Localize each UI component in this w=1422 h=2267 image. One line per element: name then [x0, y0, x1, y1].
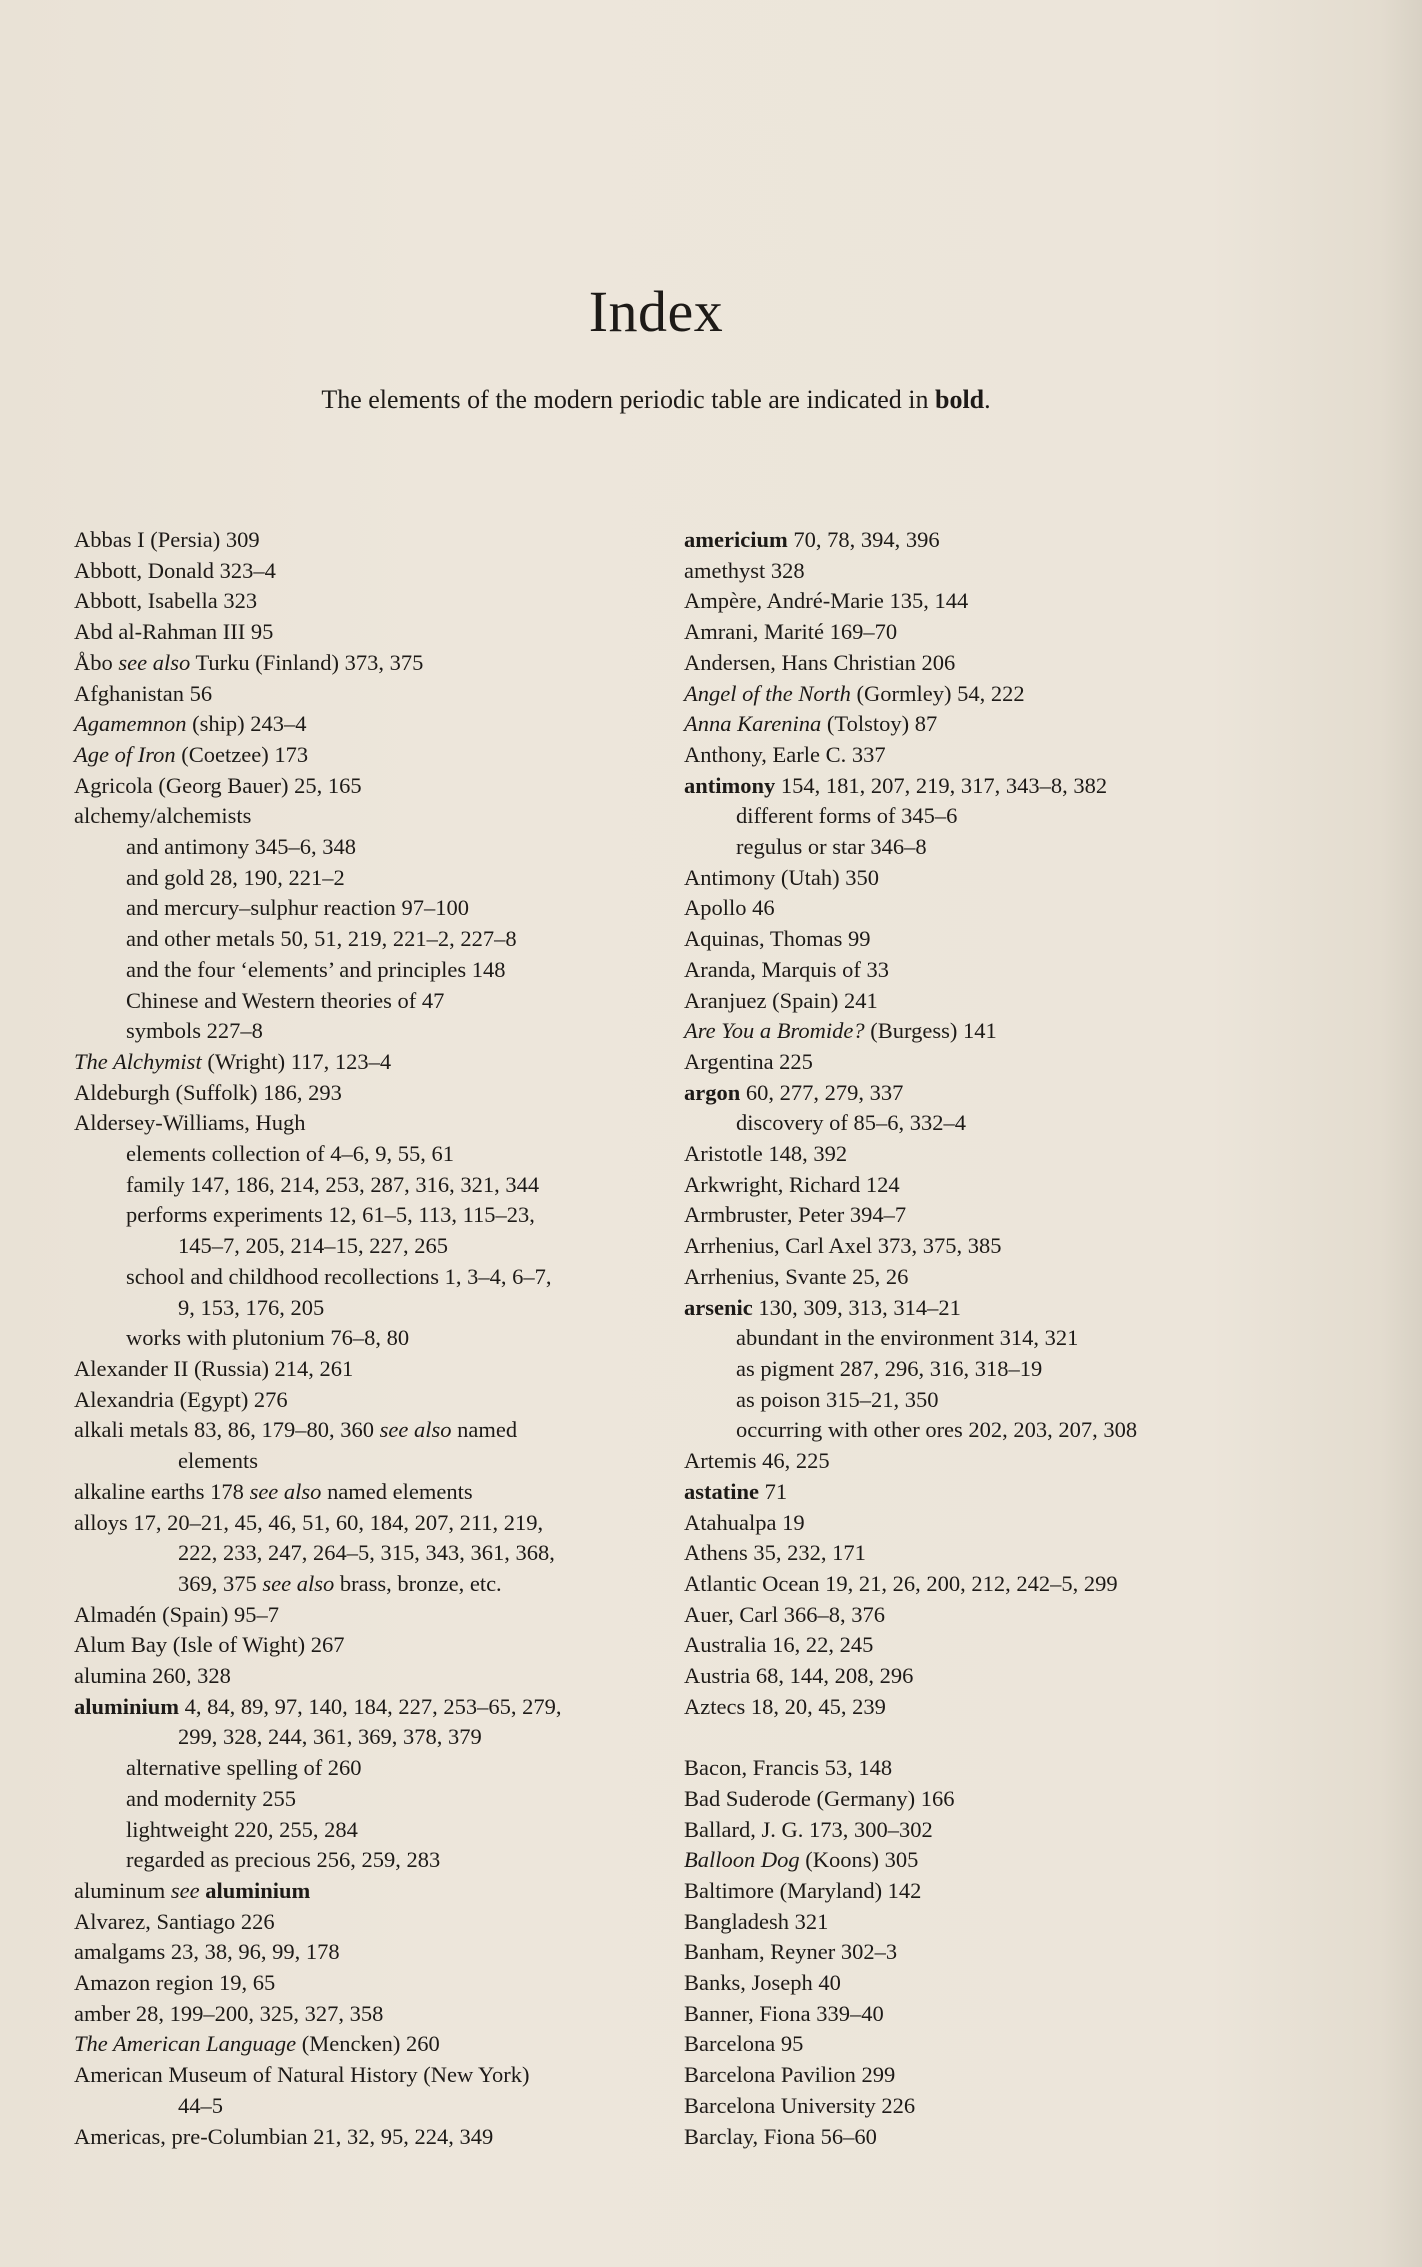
index-entry	[684, 2029, 1284, 2060]
index-entry	[684, 2091, 1284, 2122]
entry-text: works with plutonium 76–8, 80	[126, 1325, 410, 1351]
index-entry	[684, 1231, 1284, 1262]
index-entry	[684, 1845, 1284, 1876]
entry-text: Alum Bay (Isle of Wight) 267	[74, 1632, 345, 1658]
entry-text: Alexandria (Egypt) 276	[74, 1386, 288, 1412]
index-entry	[684, 586, 1284, 617]
index-subentry	[74, 1815, 674, 1846]
index-entry	[74, 525, 674, 556]
entry-text: Antimony (Utah) 350	[684, 864, 879, 890]
entry-text: alkali metals 83, 86, 179–80, 360	[74, 1417, 380, 1443]
entry-text: americium	[684, 527, 788, 552]
index-entry	[684, 1907, 1284, 1938]
entry-text: Australia 16, 22, 245	[684, 1632, 874, 1658]
index-entry	[684, 525, 1284, 556]
index-entry	[684, 924, 1284, 955]
index-entry	[74, 1047, 674, 1078]
entry-text: Banner, Fiona 339–40	[684, 2000, 884, 2026]
index-subentry	[74, 986, 674, 1017]
entry-text: Aquinas, Thomas 99	[684, 926, 871, 952]
entry-text: (ship) 243–4	[186, 711, 307, 737]
entry-text: Barcelona Pavilion 299	[684, 2062, 896, 2088]
index-subentry	[74, 955, 674, 986]
subtitle-bold: bold	[934, 385, 985, 414]
entry-text: alloys 17, 20–21, 45, 46, 51, 60, 184, 207, 211, 219,	[74, 1509, 544, 1535]
entry-text: aluminum	[74, 1877, 171, 1903]
entry-text: Artemis 46, 225	[684, 1448, 830, 1474]
index-subentry	[684, 1415, 1284, 1446]
entry-text: Bangladesh 321	[684, 1908, 829, 1934]
entry-text: see also	[379, 1417, 452, 1443]
index-entry	[684, 1538, 1284, 1569]
index-entry	[684, 1876, 1284, 1907]
index-entry	[74, 1415, 674, 1446]
entry-text: Chinese and Western theories of 47	[126, 987, 445, 1013]
index-entry	[74, 1907, 674, 1938]
index-subentry	[74, 1016, 674, 1047]
index-entry	[684, 1477, 1284, 1508]
entry-text: Aztecs 18, 20, 45, 239	[684, 1693, 886, 1719]
index-entry	[684, 1999, 1284, 2030]
index-subentry	[684, 1323, 1284, 1354]
entry-text: (Koons) 305	[799, 1847, 919, 1873]
entry-text: 9, 153, 176, 205	[178, 1294, 325, 1320]
index-column-right	[684, 525, 1284, 2152]
index-entry	[684, 2060, 1284, 2091]
entry-text: Abbas I (Persia) 309	[74, 527, 260, 552]
entry-text: American Museum of Natural History (New York)	[74, 2062, 530, 2088]
entry-text: 369, 375	[178, 1570, 263, 1596]
entry-text: and mercury–sulphur reaction 97–100	[126, 895, 470, 921]
entry-text: family 147, 186, 214, 253, 287, 316, 321, 344	[126, 1171, 540, 1197]
entry-text: argon	[684, 1079, 741, 1105]
index-entry	[684, 1262, 1284, 1293]
index-entry	[74, 1508, 674, 1539]
index-subentry	[684, 1385, 1284, 1416]
entry-text: regarded as precious 256, 259, 283	[126, 1847, 441, 1873]
index-entry	[684, 1569, 1284, 1600]
index-entry	[684, 1293, 1284, 1324]
index-subentry	[74, 924, 674, 955]
index-entry	[684, 771, 1284, 802]
index-entry	[74, 1108, 674, 1139]
index-entry	[74, 771, 674, 802]
entry-text: Apollo 46	[684, 895, 775, 921]
index-subentry	[74, 1845, 674, 1876]
entry-text: Americas, pre-Columbian 21, 32, 95, 224, 349	[74, 2123, 494, 2149]
index-entry	[684, 955, 1284, 986]
entry-text: Arkwright, Richard 124	[684, 1171, 900, 1197]
index-entry	[74, 1477, 674, 1508]
index-subentry	[74, 832, 674, 863]
letter-gap	[684, 1722, 1284, 1753]
entry-text: elements	[178, 1448, 258, 1474]
index-entry	[74, 1876, 674, 1907]
entry-text: Amazon region 19, 65	[74, 1970, 276, 1996]
index-entry	[684, 1600, 1284, 1631]
index-entry	[684, 1078, 1284, 1109]
entry-text: Aranjuez (Spain) 241	[684, 987, 878, 1013]
index-entry	[684, 1937, 1284, 1968]
index-entry	[74, 1354, 674, 1385]
entry-text: Ampère, André-Marie 135, 144	[684, 588, 969, 614]
index-entry	[684, 1508, 1284, 1539]
entry-text: (Coetzee) 173	[175, 741, 309, 767]
index-entry	[74, 586, 674, 617]
index-subentry	[74, 1753, 674, 1784]
index-entry	[74, 617, 674, 648]
index-entry	[684, 1968, 1284, 1999]
entry-text: amalgams 23, 38, 96, 99, 178	[74, 1939, 340, 1965]
index-entry	[684, 986, 1284, 1017]
entry-text: Anthony, Earle C. 337	[684, 741, 886, 767]
index-entry	[684, 1170, 1284, 1201]
index-entry	[74, 1078, 674, 1109]
entry-text: Banks, Joseph 40	[684, 1970, 841, 1996]
entry-text: 130, 309, 313, 314–21	[752, 1294, 961, 1320]
entry-text: and the four ‘elements’ and principles 148	[126, 956, 506, 982]
entry-text: The American Language	[74, 2031, 297, 2057]
index-entry	[684, 1661, 1284, 1692]
index-entry	[684, 1692, 1284, 1723]
entry-text: Baltimore (Maryland) 142	[684, 1877, 922, 1903]
entry-text: Argentina 225	[684, 1048, 813, 1074]
entry-text: Arrhenius, Svante 25, 26	[684, 1263, 909, 1289]
index-entry	[74, 679, 674, 710]
entry-text: Are You a Bromide?	[684, 1018, 865, 1044]
entry-text: Barclay, Fiona 56–60	[684, 2123, 877, 2149]
entry-text: 44–5	[178, 2092, 223, 2118]
index-column-left	[74, 525, 674, 2152]
entry-text: alternative spelling of 260	[126, 1755, 362, 1781]
entry-text: Bad Suderode (Germany) 166	[684, 1785, 955, 1811]
entry-text: aluminium	[205, 1877, 311, 1903]
entry-text: aluminium	[74, 1693, 180, 1719]
index-entry	[74, 709, 674, 740]
index-entry	[684, 617, 1284, 648]
index-subentry	[74, 1722, 674, 1753]
entry-text: Atahualpa 19	[684, 1509, 805, 1535]
subtitle-period: .	[984, 385, 991, 414]
index-entry	[684, 893, 1284, 924]
entry-text: see also	[249, 1478, 322, 1504]
index-entry	[74, 2029, 674, 2060]
entry-text: see also	[262, 1570, 335, 1596]
index-subentry	[684, 1108, 1284, 1139]
entry-text: Auer, Carl 366–8, 376	[684, 1601, 885, 1627]
entry-text: see also	[118, 649, 191, 675]
entry-text: Athens 35, 232, 171	[684, 1540, 866, 1566]
entry-text: occurring with other ores 202, 203, 207, 308	[736, 1417, 1138, 1443]
index-subentry	[74, 1569, 674, 1600]
index-subentry	[74, 1323, 674, 1354]
entry-text: symbols 227–8	[126, 1018, 263, 1044]
entry-text: and other metals 50, 51, 219, 221–2, 227–8	[126, 926, 517, 952]
entry-text: alchemy/alchemists	[74, 803, 252, 829]
index-entry	[684, 1016, 1284, 1047]
entry-text: school and childhood recollections 1, 3–4, 6–7,	[126, 1263, 552, 1289]
index-entry	[74, 648, 674, 679]
subtitle-text: The elements of the modern periodic table are indicated in	[321, 385, 935, 414]
entry-text: Abd al-Rahman III 95	[74, 619, 274, 645]
index-entry	[74, 2060, 674, 2091]
entry-text: Andersen, Hans Christian 206	[684, 649, 956, 675]
index-subentry	[74, 1170, 674, 1201]
index-entry	[684, 1630, 1284, 1661]
entry-text: antimony	[684, 772, 776, 798]
index-entry	[684, 863, 1284, 894]
entry-text: Barcelona 95	[684, 2031, 804, 2057]
entry-text: 70, 78, 394, 396	[787, 527, 940, 552]
index-entry	[74, 740, 674, 771]
entry-text: Abbott, Donald 323–4	[74, 557, 276, 583]
index-subentry	[74, 1231, 674, 1262]
entry-text: Aristotle 148, 392	[684, 1141, 848, 1167]
entry-text: Armbruster, Peter 394–7	[684, 1202, 907, 1228]
entry-text: performs experiments 12, 61–5, 113, 115–23,	[126, 1202, 535, 1228]
entry-text: Aldeburgh (Suffolk) 186, 293	[74, 1079, 342, 1105]
index-entry	[74, 1661, 674, 1692]
entry-text: 71	[759, 1478, 788, 1504]
entry-text: Balloon Dog	[684, 1847, 800, 1873]
entry-text: Alvarez, Santiago 226	[74, 1908, 275, 1934]
index-entry	[684, 1784, 1284, 1815]
entry-text: amber 28, 199–200, 325, 327, 358	[74, 2000, 384, 2026]
index-entry	[74, 1600, 674, 1631]
entry-text: Angel of the North	[684, 680, 851, 706]
index-entry	[684, 1753, 1284, 1784]
entry-text: arsenic	[684, 1294, 753, 1320]
entry-text: regulus or star 346–8	[736, 834, 927, 860]
index-entry	[684, 1446, 1284, 1477]
index-subentry	[74, 1784, 674, 1815]
entry-text: as poison 315–21, 350	[736, 1386, 939, 1412]
entry-text: astatine	[684, 1478, 759, 1504]
entry-text: Ballard, J. G. 173, 300–302	[684, 1816, 933, 1842]
index-entry	[74, 1630, 674, 1661]
index-entry	[684, 1200, 1284, 1231]
entry-text: (Wright) 117, 123–4	[201, 1048, 392, 1074]
index-entry	[684, 1139, 1284, 1170]
entry-text: 4, 84, 89, 97, 140, 184, 227, 253–65, 279,	[179, 1693, 562, 1719]
index-subentry	[74, 1262, 674, 1293]
index-subentry	[74, 1139, 674, 1170]
entry-text: and gold 28, 190, 221–2	[126, 864, 345, 890]
entry-text: 222, 233, 247, 264–5, 315, 343, 361, 368,	[178, 1540, 555, 1566]
index-entry	[74, 1968, 674, 1999]
entry-text: named	[451, 1417, 518, 1443]
entry-text: Agamemnon	[74, 711, 187, 737]
entry-text: lightweight 220, 255, 284	[126, 1816, 358, 1842]
entry-text: (Tolstoy) 87	[821, 711, 938, 737]
entry-text: different forms of 345–6	[736, 803, 958, 829]
entry-text: alumina 260, 328	[74, 1663, 231, 1689]
index-entry	[74, 1692, 674, 1723]
entry-text: 60, 277, 279, 337	[740, 1079, 904, 1105]
entry-text: and antimony 345–6, 348	[126, 834, 356, 860]
entry-text: (Mencken) 260	[296, 2031, 440, 2057]
entry-text: Age of Iron	[74, 741, 176, 767]
index-entry	[684, 1815, 1284, 1846]
entry-text: amethyst 328	[684, 557, 805, 583]
index-subentry	[74, 1446, 674, 1477]
entry-text: Barcelona University 226	[684, 2092, 916, 2118]
entry-text: elements collection of 4–6, 9, 55, 61	[126, 1141, 455, 1167]
entry-text: see	[170, 1877, 200, 1903]
index-subentry	[74, 1200, 674, 1231]
entry-text: named elements	[321, 1478, 473, 1504]
index-subentry	[684, 801, 1284, 832]
entry-text: Almadén (Spain) 95–7	[74, 1601, 279, 1627]
entry-text: The Alchymist	[74, 1048, 202, 1074]
entry-text: brass, bronze, etc.	[334, 1570, 502, 1596]
index-subentry	[74, 2091, 674, 2122]
index-subentry	[684, 832, 1284, 863]
entry-text: Anna Karenina	[684, 711, 822, 737]
index-subentry	[74, 893, 674, 924]
entry-text: Arrhenius, Carl Axel 373, 375, 385	[684, 1233, 1002, 1259]
entry-text: Turku (Finland) 373, 375	[190, 649, 424, 675]
entry-text: Austria 68, 144, 208, 296	[684, 1663, 914, 1689]
entry-text: Åbo	[74, 649, 119, 675]
index-entry	[74, 1999, 674, 2030]
entry-text: Aranda, Marquis of 33	[684, 956, 889, 982]
index-subentry	[74, 1538, 674, 1569]
entry-text: Agricola (Georg Bauer) 25, 165	[74, 772, 362, 798]
index-entry	[684, 2122, 1284, 2153]
entry-text: discovery of 85–6, 332–4	[736, 1110, 966, 1136]
entry-text: abundant in the environment 314, 321	[736, 1325, 1079, 1351]
index-entry	[684, 1047, 1284, 1078]
entry-text: alkaline earths 178	[74, 1478, 250, 1504]
entry-text: 145–7, 205, 214–15, 227, 265	[178, 1233, 448, 1259]
page-title: Index	[588, 279, 724, 344]
index-entry	[74, 2122, 674, 2153]
index-subentry	[74, 863, 674, 894]
entry-text: 299, 328, 244, 361, 369, 378, 379	[178, 1724, 482, 1750]
index-subentry	[684, 1354, 1284, 1385]
entry-text: Atlantic Ocean 19, 21, 26, 200, 212, 242–5, 299	[684, 1570, 1118, 1596]
entry-text: (Gormley) 54, 222	[850, 680, 1025, 706]
entry-text: Afghanistan 56	[74, 680, 213, 706]
index-entry	[684, 648, 1284, 679]
index-entry	[684, 679, 1284, 710]
entry-text: Aldersey-Williams, Hugh	[74, 1110, 306, 1136]
index-entry	[74, 1937, 674, 1968]
entry-text: 154, 181, 207, 219, 317, 343–8, 382	[775, 772, 1108, 798]
index-entry	[684, 709, 1284, 740]
entry-text: and modernity 255	[126, 1785, 296, 1811]
entry-text: Abbott, Isabella 323	[74, 588, 258, 614]
index-entry	[684, 740, 1284, 771]
index-subentry	[74, 1293, 674, 1324]
index-entry	[74, 801, 674, 832]
entry-text: (Burgess) 141	[864, 1018, 997, 1044]
entry-text: as pigment 287, 296, 316, 318–19	[736, 1355, 1043, 1381]
index-entry	[684, 556, 1284, 587]
entry-text: Banham, Reyner 302–3	[684, 1939, 898, 1965]
page-subtitle	[0, 385, 1312, 415]
entry-text: Bacon, Francis 53, 148	[684, 1755, 893, 1781]
index-entry	[74, 556, 674, 587]
index-entry	[74, 1385, 674, 1416]
entry-text: Amrani, Marité 169–70	[684, 619, 898, 645]
entry-text: Alexander II (Russia) 214, 261	[74, 1355, 354, 1381]
